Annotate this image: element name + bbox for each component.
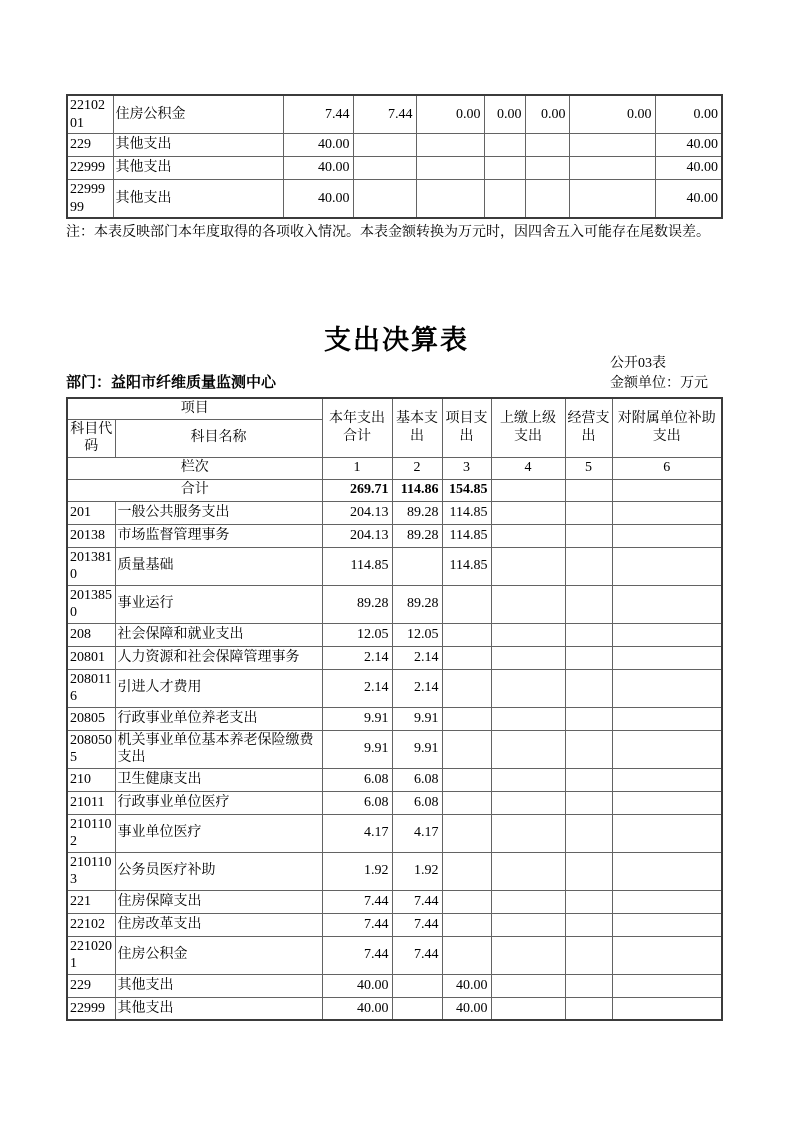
value-cell: 0.00 [484,95,525,134]
table-row [67,707,722,730]
value-cell [491,890,565,913]
value-cell [565,524,612,547]
value-cell [612,936,722,974]
value-cell [612,669,722,707]
income-table-continuation [66,94,723,219]
subject-name-cell: 住房公积金 [113,95,283,134]
value-cell [612,814,722,852]
subject-code-cell: 20801 [67,646,115,669]
value-cell: 0.00 [569,95,655,134]
value-cell [565,501,612,524]
value-cell [353,134,416,157]
value-cell [565,547,612,585]
value-cell: 7.44 [392,913,442,936]
value-cell: 114.85 [442,501,491,524]
value-cell [525,157,569,180]
total-value-cell: 154.85 [442,479,491,501]
value-cell: 0.00 [525,95,569,134]
value-cell [491,623,565,646]
value-cell: 7.44 [322,913,392,936]
value-cell: 7.44 [322,890,392,913]
value-cell [353,180,416,219]
value-cell [491,524,565,547]
subject-code-cell: 22102 [67,913,115,936]
value-cell [491,669,565,707]
subject-name-cell: 事业运行 [115,585,322,623]
value-cell [491,547,565,585]
expenditure-table-body [67,501,722,1020]
value-cell: 40.00 [322,997,392,1020]
subject-name-cell: 住房公积金 [115,936,322,974]
value-cell [491,913,565,936]
value-cell [612,547,722,585]
table-row [67,997,722,1020]
value-cell [525,180,569,219]
totals-label: 合计 [67,479,322,501]
value-cell [442,669,491,707]
table-row [67,791,722,814]
value-cell: 9.91 [392,707,442,730]
value-cell: 12.05 [392,623,442,646]
value-cell: 0.00 [416,95,484,134]
value-cell [484,180,525,219]
value-cell: 40.00 [655,157,722,180]
table-row [67,623,722,646]
value-cell [392,974,442,997]
value-cell: 9.91 [392,730,442,768]
value-cell [565,814,612,852]
value-cell [565,707,612,730]
table-row [67,95,722,134]
column-number-cell: 4 [491,457,565,479]
value-cell: 89.28 [392,585,442,623]
value-cell [565,623,612,646]
value-cell: 1.92 [322,852,392,890]
col-header-project-expenditure: 项目支出 [442,398,491,457]
value-cell [565,890,612,913]
subject-code-cell: 22999 [67,157,113,180]
value-cell [491,646,565,669]
table-row [67,134,722,157]
value-cell [612,707,722,730]
value-cell [612,791,722,814]
column-number-cell: 2 [392,457,442,479]
expenditure-table-header [67,398,722,501]
table-row [67,547,722,585]
total-value-cell [491,479,565,501]
subject-name-cell: 其他支出 [115,974,322,997]
subject-code-cell: 2080116 [67,669,115,707]
subject-code-cell: 208 [67,623,115,646]
value-cell: 12.05 [322,623,392,646]
subject-code-header: 科目代码 [67,419,115,457]
value-cell: 114.85 [322,547,392,585]
value-cell [353,157,416,180]
column-number-cell: 1 [322,457,392,479]
subject-name-cell: 卫生健康支出 [115,768,322,791]
value-cell: 7.44 [392,890,442,913]
value-cell: 40.00 [322,974,392,997]
value-cell [565,852,612,890]
value-cell: 204.13 [322,524,392,547]
value-cell [491,730,565,768]
value-cell: 40.00 [283,180,353,219]
value-cell [491,501,565,524]
subject-code-cell: 20805 [67,707,115,730]
value-cell [491,974,565,997]
department-label: 部门：益阳市纤维质量监测中心 [66,375,277,391]
subject-code-cell: 20138 [67,524,115,547]
subject-name-cell: 人力资源和社会保障管理事务 [115,646,322,669]
value-cell [416,180,484,219]
subject-code-cell: 2013810 [67,547,115,585]
value-cell [612,913,722,936]
value-cell: 2.14 [392,646,442,669]
page-title: 支出决算表 [324,325,469,355]
value-cell [565,730,612,768]
subject-name-cell: 其他支出 [113,157,283,180]
value-cell [569,180,655,219]
subject-name-cell: 一般公共服务支出 [115,501,322,524]
value-cell [612,730,722,768]
column-number-cell: 3 [442,457,491,479]
value-cell: 2.14 [322,646,392,669]
subject-name-cell: 事业单位医疗 [115,814,322,852]
subject-code-cell: 221 [67,890,115,913]
subject-code-cell: 2299999 [67,180,113,219]
subject-name-cell: 市场监督管理事务 [115,524,322,547]
subject-name-header: 科目名称 [115,419,322,457]
table-row [67,180,722,219]
subject-code-cell: 229 [67,974,115,997]
table-code-label: 公开03表 [610,356,666,371]
value-cell [442,646,491,669]
total-value-cell [612,479,722,501]
value-cell [612,890,722,913]
table-row [67,913,722,936]
value-cell [565,669,612,707]
value-cell [491,585,565,623]
column-number-cell: 5 [565,457,612,479]
subject-code-cell: 21011 [67,791,115,814]
value-cell: 89.28 [392,501,442,524]
value-cell [442,791,491,814]
value-cell [612,646,722,669]
value-cell: 9.91 [322,707,392,730]
col-header-upturned-expenditure: 上缴上级支出 [491,398,565,457]
value-cell [442,707,491,730]
subject-code-cell: 22999 [67,997,115,1020]
subject-name-cell: 住房保障支出 [115,890,322,913]
value-cell [612,501,722,524]
value-cell: 6.08 [392,768,442,791]
total-value-cell: 114.86 [392,479,442,501]
value-cell [525,134,569,157]
value-cell: 89.28 [392,524,442,547]
subject-name-cell: 机关事业单位基本养老保险缴费支出 [115,730,322,768]
header-row-project [67,398,722,419]
value-cell [565,791,612,814]
table-note: 注：本表反映部门本年度取得的各项收入情况。本表金额转换为万元时，因四舍五入可能存在尾数误差。 [66,225,710,240]
value-cell [569,157,655,180]
subject-code-cell: 201 [67,501,115,524]
subject-code-cell: 2210201 [67,936,115,974]
column-number-cell: 6 [612,457,722,479]
value-cell: 6.08 [322,768,392,791]
value-cell: 7.44 [392,936,442,974]
value-cell: 89.28 [322,585,392,623]
subject-name-cell: 行政事业单位养老支出 [115,707,322,730]
value-cell [442,890,491,913]
value-cell [565,913,612,936]
value-cell [416,157,484,180]
table-row [67,814,722,852]
table-row [67,501,722,524]
subject-code-cell: 2013850 [67,585,115,623]
subject-code-cell: 229 [67,134,113,157]
value-cell [442,585,491,623]
project-header-cell: 项目 [67,398,322,419]
value-cell: 7.44 [322,936,392,974]
value-cell: 6.08 [322,791,392,814]
value-cell: 204.13 [322,501,392,524]
table-row [67,936,722,974]
value-cell [612,997,722,1020]
table-row [67,974,722,997]
expenditure-table [66,397,723,1021]
subject-name-cell: 其他支出 [113,180,283,219]
value-cell: 2.14 [322,669,392,707]
value-cell [565,646,612,669]
total-value-cell [565,479,612,501]
value-cell [565,974,612,997]
col-header-basic-expenditure: 基本支出 [392,398,442,457]
amount-unit-label: 金额单位：万元 [610,376,708,391]
value-cell: 9.91 [322,730,392,768]
income-table-body [67,95,722,218]
subject-name-cell: 住房改革支出 [115,913,322,936]
value-cell [442,936,491,974]
value-cell [491,707,565,730]
subject-name-cell: 公务员医疗补助 [115,852,322,890]
subject-name-cell: 质量基础 [115,547,322,585]
total-value-cell: 269.71 [322,479,392,501]
subject-name-cell: 其他支出 [113,134,283,157]
value-cell: 7.44 [283,95,353,134]
value-cell: 0.00 [655,95,722,134]
table-row [67,157,722,180]
value-cell: 40.00 [655,180,722,219]
subject-name-cell: 其他支出 [115,997,322,1020]
value-cell [565,936,612,974]
value-cell: 40.00 [283,157,353,180]
subject-name-cell: 行政事业单位医疗 [115,791,322,814]
value-cell: 40.00 [283,134,353,157]
subject-code-cell: 2101102 [67,814,115,852]
value-cell: 4.17 [322,814,392,852]
value-cell [442,852,491,890]
value-cell [612,852,722,890]
subject-code-cell: 2210201 [67,95,113,134]
value-cell: 40.00 [442,974,491,997]
value-cell [491,997,565,1020]
col-header-subsidy-expenditure: 对附属单位补助支出 [612,398,722,457]
value-cell [484,134,525,157]
value-cell: 40.00 [655,134,722,157]
value-cell [442,730,491,768]
value-cell [491,791,565,814]
table-row [67,730,722,768]
value-cell [612,974,722,997]
table-row [67,646,722,669]
value-cell [442,913,491,936]
value-cell [569,134,655,157]
value-cell: 114.85 [442,547,491,585]
value-cell [612,768,722,791]
column-number-row [67,457,722,479]
table-row [67,852,722,890]
value-cell [491,814,565,852]
subject-code-cell: 210 [67,768,115,791]
column-number-label: 栏次 [67,457,322,479]
table-row [67,768,722,791]
value-cell [565,997,612,1020]
value-cell [491,768,565,791]
value-cell: 7.44 [353,95,416,134]
value-cell: 1.92 [392,852,442,890]
value-cell [416,134,484,157]
table-row [67,585,722,623]
value-cell [392,997,442,1020]
col-header-operating-expenditure: 经营支出 [565,398,612,457]
subject-name-cell: 引进人才费用 [115,669,322,707]
value-cell [612,623,722,646]
value-cell: 40.00 [442,997,491,1020]
value-cell: 6.08 [392,791,442,814]
value-cell [565,768,612,791]
table-row [67,524,722,547]
table-row [67,890,722,913]
totals-row [67,479,722,501]
value-cell [491,852,565,890]
value-cell [442,623,491,646]
value-cell [442,768,491,791]
value-cell [612,585,722,623]
value-cell: 2.14 [392,669,442,707]
value-cell: 4.17 [392,814,442,852]
value-cell [612,524,722,547]
value-cell [565,585,612,623]
subject-code-cell: 2101103 [67,852,115,890]
subject-code-cell: 2080505 [67,730,115,768]
table-row [67,669,722,707]
col-header-total-expenditure: 本年支出合计 [322,398,392,457]
value-cell [484,157,525,180]
value-cell [442,814,491,852]
value-cell [392,547,442,585]
value-cell [491,936,565,974]
value-cell: 114.85 [442,524,491,547]
subject-name-cell: 社会保障和就业支出 [115,623,322,646]
